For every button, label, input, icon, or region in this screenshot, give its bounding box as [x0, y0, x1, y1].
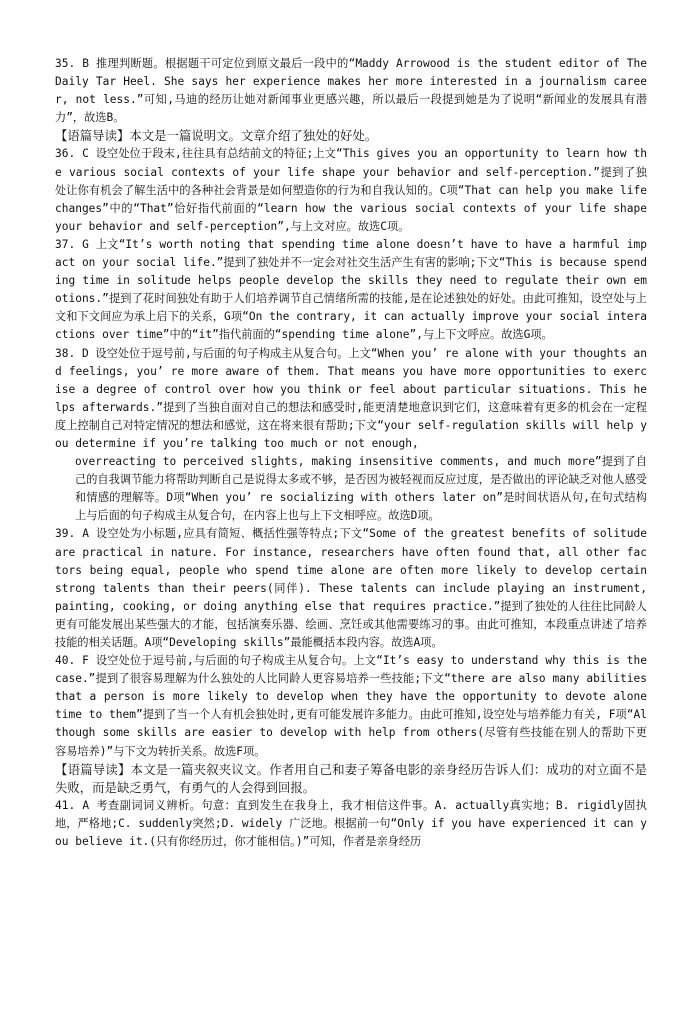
passage-guide-1: 【语篇导读】本文是一篇说明文。文章介绍了独处的好处。 — [55, 128, 378, 144]
answer-35: 35. B 推理判断题。根据题干可定位到原文最后一段中的“Maddy Arrowood is the student editor of The Daily Tar Heel. She says her experience makes her more interested in a journalism career, not less.”可知,马迪的经历让她对新闻事业更感兴趣，所以最后一段提到她是为了说明“新闻业的发展具有潜力”，故选B。 — [55, 57, 647, 125]
answer-38-continued: overreacting to perceived slights, making insensitive comments, and much more”提到了自己的自我调节能力将帮助判断自己是说得太多或不够，是否因为被轻视而反应过度，是否做出的评论缺乏对他人感受和情感的理解等。D项“When you’ re socializing with others later on”是时间状语从句,在句式结构上与后面的句子构成主从复合句，在内容上也与上下文相呼应。故选D项。 — [75, 455, 647, 523]
answer-40: 40. F 设空处位于逗号前,与后面的句子构成主从复合句。上文“It’s easy to understand why this is the case.”提到了很容易理解为什么独处的人比同龄人更容易培养一些技能;下文“there are also many abilities that a person is more likely to develop when they have the opportunity to devote alone time to them”提到了当一个人有机会独处时,更有可能发展许多能力。由此可推知,设空处与培养能力有关, F项“Although some skills are easier to develop with help from others(尽管有些技能在别人的帮助下更容易培养)”与下文为转折关系。故选F项。 — [55, 654, 647, 758]
answer-38: 38. D 设空处位于逗号前,与后面的句子构成主从复合句。上文“When you’ re alone with your thoughts and feelings, you’ re more aware of them. That means you have more opportunities to exercise a degree of control over how you think or feel about particular situations. This helps afterwards.”提到了当独自面对自己的想法和感受时,能更清楚地意识到它们，这意味着有更多的机会在一定程度上控制自己对特定情况的想法和感觉，这在将来很有帮助;下文“your self-regulation skills will help you determine if you’re talking too much or not enough, — [55, 346, 647, 450]
answer-39: 39. A 设空处为小标题,应具有简短、概括性强等特点;下文“Some of the greatest benefits of solitude are practical in nature. For instance, researchers have often found that, all other factors being equal, people who spend time alone are often more likely to develop certain strong talents than their peers(同伴). These talents can include playing an instrument, painting, cooking, or doing anything else that requires practice.”提到了独处的人往往比同龄人更有可能发展出某些强大的才能，包括演奏乐器、绘画、烹饪或其他需要练习的事。由此可推知，本段重点讲述了培养技能的相关话题。A项“Developing skills”最能概括本段内容。故选A项。 — [55, 527, 647, 649]
answer-36: 36. C 设空处位于段末,往往具有总结前文的特征;上文“This gives you an opportunity to learn how the various social contexts of your life shape your behavior and self-perception.”提到了独处让你有机会了解生活中的各种社会背景是如何塑造你的行为和自我认知的。C项“That can help you make life changes”中的“That”恰好指代前面的“learn how the various social contexts of your life shape your behavior and self-perception”,与上文对应。故选C项。 — [55, 147, 647, 233]
passage-guide-2: 【语篇导读】本文是一篇夹叙夹议文。作者用自己和妻子筹备电影的亲身经历告诉人们：成功的对立面不是失败，而是缺乏勇气，有勇气的人会得到回报。 — [55, 761, 647, 795]
answer-41: 41. A 考查副词词义辨析。句意：直到发生在我身上，我才相信这件事。A. actually真实地；B. rigidly固执地，严格地;C. suddenly突然;D. widely 广泛地。根据前一句“Only if you have experienced it can you believe it.(只有你经历过，你才能相信。)”可知，作者是亲身经历 — [55, 798, 647, 849]
answer-37: 37. G 上文“It’s worth noting that spending time alone doesn’t have to have a harmful impact on your social life.”提到了独处并不一定会对社交生活产生有害的影响;下文“This is because spending time in solitude helps people develop the skills they need to regulate their own emotions.”提到了花时间独处有助于人们培养调节自己情绪所需的技能,是在论述独处的好处。由此可推知，设空处与上文和下文间应为承上启下的关系，G项“On the contrary, it can actually improve your social interactions over time”中的“it”指代前面的“spending time alone”,与上下文呼应。故选G项。 — [55, 237, 647, 342]
